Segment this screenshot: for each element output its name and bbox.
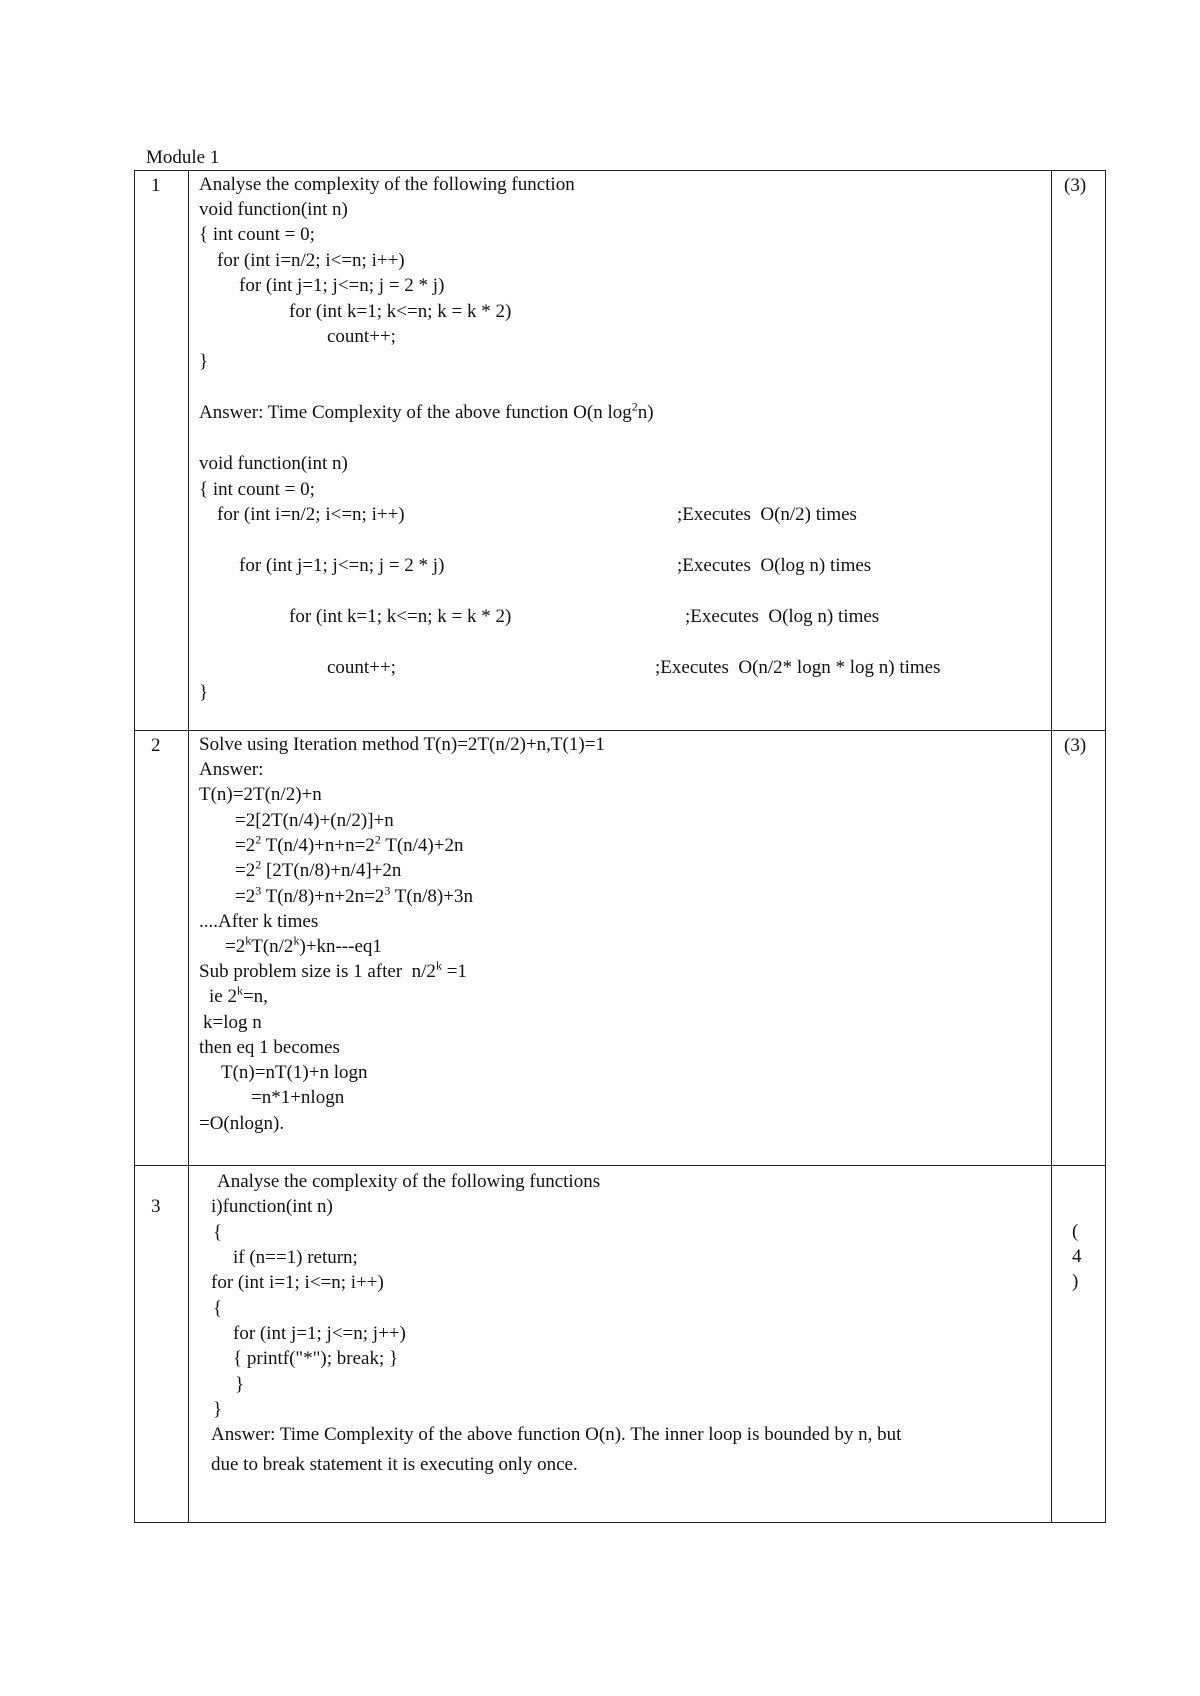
code-line: for (int i=n/2; i<=n; i++) — [217, 250, 405, 271]
question-table — [134, 170, 1106, 1523]
question-number: 1 — [151, 175, 161, 196]
code-line: { — [213, 1222, 223, 1243]
code-line: { int count = 0; — [199, 224, 315, 245]
math-line: $=2^3$ $T(n/8)+n+2n=2^3$ T(n/8)+3n — [235, 883, 473, 907]
code-line: count++; — [327, 657, 396, 678]
answer-line: Answer: Time Complexity of the above function O(n $\log^2n$) — [199, 399, 654, 423]
math-line: =2[2T(n/4)+(n/2)]+n — [235, 810, 394, 831]
code-line: } — [199, 682, 209, 703]
code-line: { int count = 0; — [199, 479, 315, 500]
question-body-cell — [189, 171, 1052, 731]
math-line: T(n)=nT(1)+n logn — [221, 1062, 368, 1083]
code-line: } — [213, 1399, 223, 1420]
marks-cell — [1052, 171, 1106, 731]
marks-label: 4 — [1072, 1246, 1082, 1267]
math-line: $=2^2$ [2T(n/8)+n/4]+2n — [235, 857, 402, 881]
question-number-cell — [135, 731, 189, 1166]
code-line: i)function(int n) — [211, 1196, 333, 1217]
question-text: Analyse the complexity of the following function — [199, 174, 575, 195]
code-line: count++; — [327, 326, 396, 347]
code-line: } — [235, 1374, 245, 1395]
complexity-note: ;Executes O(n/2) times — [677, 504, 857, 525]
question-number: 3 — [151, 1196, 161, 1217]
code-line: if (n==1) return; — [233, 1247, 358, 1268]
question-number-cell — [135, 1166, 189, 1523]
complexity-note: ;Executes O(log n) times — [685, 606, 880, 627]
code-line: for (int i=n/2; i<=n; i++) — [217, 504, 405, 525]
code-line: } — [199, 351, 209, 372]
code-line: for (int k=1; k<=n; k = k * 2) — [289, 301, 512, 322]
math-line: =n*1+nlogn — [251, 1087, 345, 1108]
code-line: for (int j=1; j<=n; j = 2 * j) — [239, 275, 445, 296]
question-number: 2 — [151, 735, 161, 756]
question-row-2 — [135, 731, 1106, 1166]
code-line: for (int i=1; i<=n; i++) — [211, 1272, 384, 1293]
code-line: { — [213, 1298, 223, 1319]
math-line: ie $2^k=n$, — [209, 983, 268, 1007]
answer-line: Answer: Time Complexity of the above function O(n). The inner loop is bounded by n, but — [211, 1424, 902, 1445]
question-number-cell — [135, 171, 189, 731]
module-title: Module 1 — [146, 147, 220, 168]
question-body-cell — [189, 731, 1052, 1166]
question-row-1 — [135, 171, 1106, 731]
code-line: for (int j=1; j<=n; j++) — [233, 1323, 406, 1344]
marks-label: (3) — [1064, 735, 1087, 756]
math-line: then eq 1 becomes — [199, 1037, 340, 1058]
marks-label: (3) — [1064, 175, 1087, 196]
math-line: $=2^kT(n/2^k)+kn---eq1$ — [225, 933, 382, 957]
math-line: Sub problem size is 1 after $n/2^k =1$ — [199, 958, 467, 982]
question-row-3 — [135, 1166, 1106, 1523]
code-line: { printf("*"); break; } — [233, 1348, 399, 1369]
marks-cell — [1052, 731, 1106, 1166]
question-body-cell — [189, 1166, 1052, 1523]
complexity-note: ;Executes O(n/2* logn * log n) times — [655, 657, 941, 678]
code-line: for (int k=1; k<=n; k = k * 2) — [289, 606, 512, 627]
code-line: for (int j=1; j<=n; j = 2 * j) — [239, 555, 445, 576]
marks-cell — [1052, 1166, 1106, 1523]
answer-label: Answer: — [199, 759, 264, 780]
question-text: Solve using Iteration method T(n)=2T(n/2)+n,T(1)=1 — [199, 734, 605, 755]
marks-label: ) — [1072, 1271, 1079, 1292]
math-line: k=log n — [203, 1012, 262, 1033]
answer-line: due to break statement it is executing only once. — [211, 1454, 578, 1475]
code-line: void function(int n) — [199, 453, 348, 474]
question-text: Analyse the complexity of the following functions — [217, 1171, 601, 1192]
math-line: $=2^2$ $T(n/4)+n+n=2^2$ T(n/4)+2n — [235, 832, 464, 856]
code-line: void function(int n) — [199, 199, 348, 220]
math-line: =O(nlogn). — [199, 1113, 285, 1134]
math-line: T(n)=2T(n/2)+n — [199, 784, 322, 805]
marks-label: ( — [1072, 1221, 1079, 1242]
complexity-note: ;Executes O(log n) times — [677, 555, 872, 576]
math-line: ....After k times — [199, 911, 319, 932]
